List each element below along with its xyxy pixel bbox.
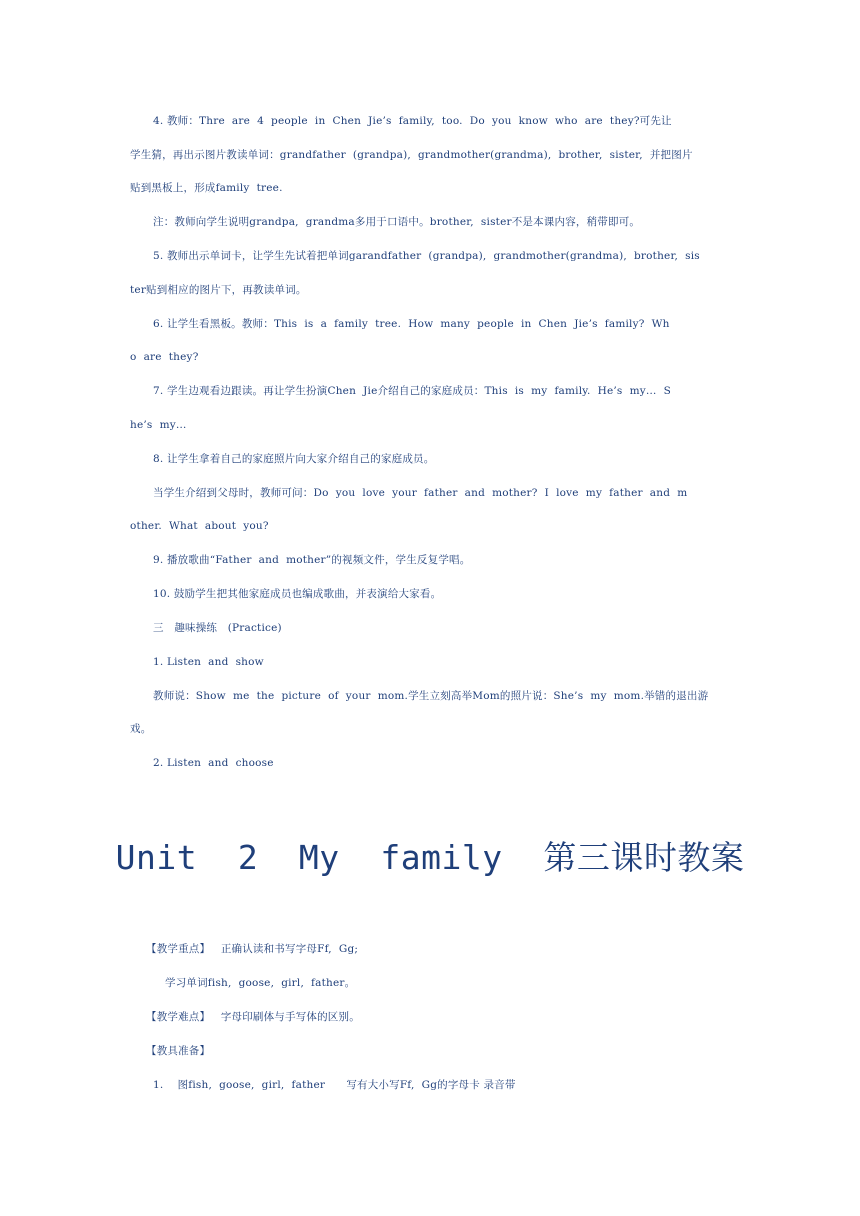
paragraph-6-line-2: o are they? [130,351,199,363]
paragraph-8: 8. 让学生拿着自己的家庭照片向大家介绍自己的家庭成员。 [153,453,435,465]
lesson-title: Unit 2 My family 第三课时教案 [115,838,745,877]
materials-item-1: 1. 图fish, goose, girl, father 写有大小写Ff, Gg的字母卡 录音带 [153,1079,516,1091]
teacher-says-line-1: 教师说：Show me the picture of your mom.学生立刻高举Mom的照片说：She’s my mom.举错的退出游 [153,690,709,702]
paragraph-5-line-2: ter贴到相应的图片下，再教读单词。 [130,284,307,296]
paragraph-5-line-1: 5. 教师出示单词卡，让学生先试着把单词garandfather (grandpa), grandmother(grandma), brother, sis [153,250,700,262]
teaching-difficulty: 【教学难点】 字母印刷体与手写体的区别。 [146,1011,360,1023]
paragraph-7-line-1: 7. 学生边观看边跟读。再让学生扮演Chen Jie介绍自己的家庭成员：This is my family. He’s my… S [153,385,672,397]
parents-paragraph-line-2: other. What about you? [130,520,269,532]
parents-paragraph-line-1: 当学生介绍到父母时，教师可问：Do you love your father and mother? I love my father and m [153,487,688,499]
paragraph-9: 9. 播放歌曲“Father and mother”的视频文件，学生反复学唱。 [153,554,471,566]
listen-and-show: 1. Listen and show [153,656,264,668]
teacher-says-line-2: 戏。 [130,723,152,735]
materials-heading: 【教具准备】 [146,1045,211,1057]
teaching-focus: 【教学重点】 正确认读和书写字母Ff, Gg; [146,943,359,955]
vocabulary-words: 学习单词fish, goose, girl, father。 [165,977,356,989]
paragraph-4-line-1: 4. 教师：Thre are 4 people in Chen Jie’s family, too. Do you know who are they?可先让 [153,115,672,127]
paragraph-4-line-3: 贴到黑板上，形成family tree. [130,182,283,194]
paragraph-4-line-2: 学生猜，再出示图片教读单词：grandfather (grandpa), grandmother(grandma), brother, sister, 并把图片 [130,149,693,161]
note-paragraph: 注：教师向学生说明grandpa, grandma多用于口语中。brother, sister不是本课内容，稍带即可。 [153,216,641,228]
listen-and-choose: 2. Listen and choose [153,757,274,769]
paragraph-10: 10. 鼓励学生把其他家庭成员也编成歌曲，并表演给大家看。 [153,588,442,600]
practice-heading: 三 趣味操练 (Practice) [153,622,282,634]
paragraph-6-line-1: 6. 让学生看黑板。教师：This is a family tree. How many people in Chen Jie’s family? Wh [153,318,670,330]
paragraph-7-line-2: he’s my… [130,419,187,431]
